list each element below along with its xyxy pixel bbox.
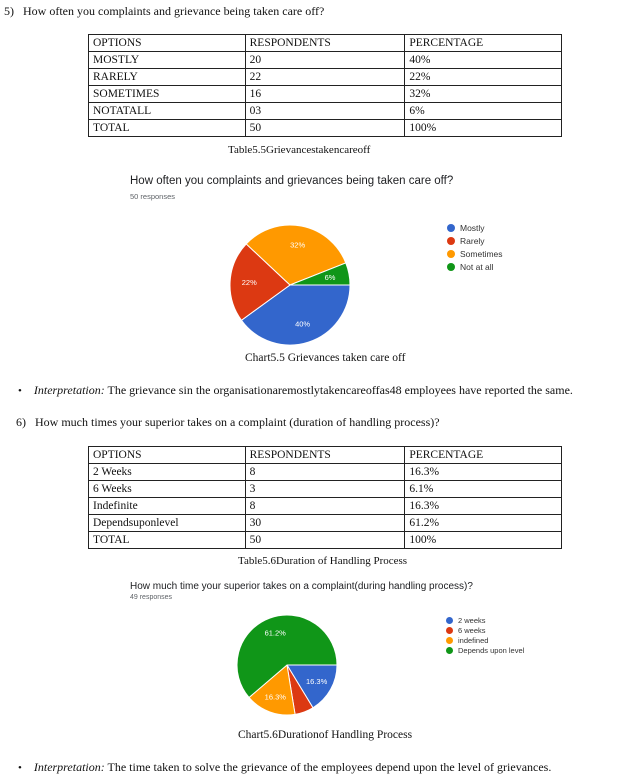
interpretation-label: Interpretation: (33, 760, 105, 774)
legend-swatch (446, 617, 453, 624)
duration-table (88, 446, 562, 549)
chart-caption: Chart5.6Durationof Handling Process (238, 729, 413, 741)
table-row (89, 498, 562, 515)
table-row (89, 69, 562, 86)
table-cell: 6.1% (405, 481, 562, 498)
table-caption: Table5.5Grievancestakencareoff (228, 144, 371, 156)
pie-data-label: 16.3% (264, 692, 286, 702)
pie-data-label: 22% (241, 277, 257, 287)
legend-label: 2 weeks (458, 615, 486, 625)
pie-data-label: 61.2% (264, 628, 286, 638)
table-cell: 8 (245, 464, 405, 481)
question-6 (16, 415, 440, 430)
table-cell: TOTAL (89, 120, 246, 137)
pie-chart-1 (220, 220, 360, 350)
table-cell: 16 (245, 86, 405, 103)
pie-data-label: 32% (290, 240, 306, 250)
header-cell: PERCENTAGE (405, 447, 562, 464)
table-cell: 50 (245, 120, 405, 137)
table-cell: 61.2% (405, 515, 562, 532)
chart-title: How much time your superior takes on a complaint(during handling process)? (130, 581, 473, 592)
legend-label: indefined (458, 635, 489, 645)
table-cell: NOTATALL (89, 103, 246, 120)
interpretation-1 (18, 383, 573, 398)
legend-label: Not at all (460, 261, 494, 272)
table-cell: 22 (245, 69, 405, 86)
legend-label: Mostly (460, 222, 485, 233)
legend-label: Rarely (460, 235, 485, 246)
legend-item (447, 247, 503, 260)
header-cell: OPTIONS (89, 35, 246, 52)
legend-item (447, 260, 503, 273)
table-cell: 8 (245, 498, 405, 515)
legend-label: Sometimes (460, 248, 503, 259)
table-row (89, 515, 562, 532)
table-row (89, 86, 562, 103)
legend-swatch (447, 224, 455, 232)
table-cell: TOTAL (89, 532, 246, 549)
table-cell: 20 (245, 52, 405, 69)
legend-item (446, 615, 524, 625)
legend-item (447, 221, 503, 234)
bullet-icon: • (18, 385, 22, 397)
chart-legend (446, 615, 524, 655)
legend-item (446, 625, 524, 635)
legend-swatch (446, 637, 453, 644)
legend-label: Depends upon level (458, 645, 525, 655)
question-text: How much times your superior takes on a complaint (duration of handling process)? (35, 415, 440, 429)
question-number: 5) (4, 4, 14, 18)
table-cell: 100% (405, 120, 562, 137)
table-header-row (89, 35, 562, 52)
interpretation-label: Interpretation: (33, 383, 105, 397)
pie-chart-2 (215, 613, 360, 718)
legend-label: 6 weeks (458, 625, 486, 635)
chart-caption: Chart5.5 Grievances taken care off (245, 352, 406, 364)
table-row (89, 532, 562, 549)
table-cell: 03 (245, 103, 405, 120)
table-cell: 6 Weeks (89, 481, 246, 498)
legend-swatch (447, 250, 455, 258)
table-row (89, 103, 562, 120)
legend-swatch (446, 627, 453, 634)
question-text: How often you complaints and grievance being taken care off? (23, 4, 325, 18)
question-5 (4, 4, 324, 19)
interpretation-text: The grievance sin the organisationaremostlytakencareoffas48 employees have reported the same. (104, 383, 573, 397)
legend-swatch (447, 237, 455, 245)
pie-data-label: 40% (295, 319, 311, 329)
header-cell: RESPONDENTS (245, 35, 405, 52)
header-cell: PERCENTAGE (405, 35, 562, 52)
table-row (89, 52, 562, 69)
table-cell: 100% (405, 532, 562, 549)
table-cell: Dependsuponlevel (89, 515, 246, 532)
chart-title: How often you complaints and grievances being taken care off? (130, 175, 454, 187)
chart-legend (447, 221, 503, 273)
header-cell: OPTIONS (89, 447, 246, 464)
legend-swatch (446, 647, 453, 654)
table-cell: 3 (245, 481, 405, 498)
table-cell: 6% (405, 103, 562, 120)
bullet-icon: • (18, 762, 22, 774)
table-cell: 32% (405, 86, 562, 103)
pie-data-label: 16.3% (305, 677, 328, 687)
interpretation-text: The time taken to solve the grievance of the employees depend upon the level of grievances. (104, 760, 552, 774)
question-number: 6) (16, 415, 26, 429)
legend-item (446, 645, 524, 655)
legend-item (447, 234, 503, 247)
chart-subtitle: 49 responses (130, 594, 173, 601)
table-cell: Indefinite (89, 498, 246, 515)
pie-data-label: 6% (324, 272, 336, 282)
pie-1-slices (230, 225, 350, 345)
table-cell: 22% (405, 69, 562, 86)
table-cell: SOMETIMES (89, 86, 246, 103)
interpretation-2 (18, 760, 551, 775)
legend-item (446, 635, 524, 645)
table-cell: RARELY (89, 69, 246, 86)
table-cell: 16.3% (405, 498, 562, 515)
pie-2-slices (237, 615, 337, 715)
legend-swatch (447, 263, 455, 271)
table-caption: Table5.6Duration of Handling Process (238, 555, 408, 567)
table-row (89, 464, 562, 481)
grievance-table (88, 34, 562, 137)
table-cell: 2 Weeks (89, 464, 246, 481)
table-cell: 16.3% (405, 464, 562, 481)
table-header-row (89, 447, 562, 464)
table-cell: MOSTLY (89, 52, 246, 69)
table-row (89, 120, 562, 137)
table-cell: 40% (405, 52, 562, 69)
chart-subtitle: 50 responses (130, 192, 176, 201)
header-cell: RESPONDENTS (245, 447, 405, 464)
table-cell: 50 (245, 532, 405, 549)
table-row (89, 481, 562, 498)
table-cell: 30 (245, 515, 405, 532)
